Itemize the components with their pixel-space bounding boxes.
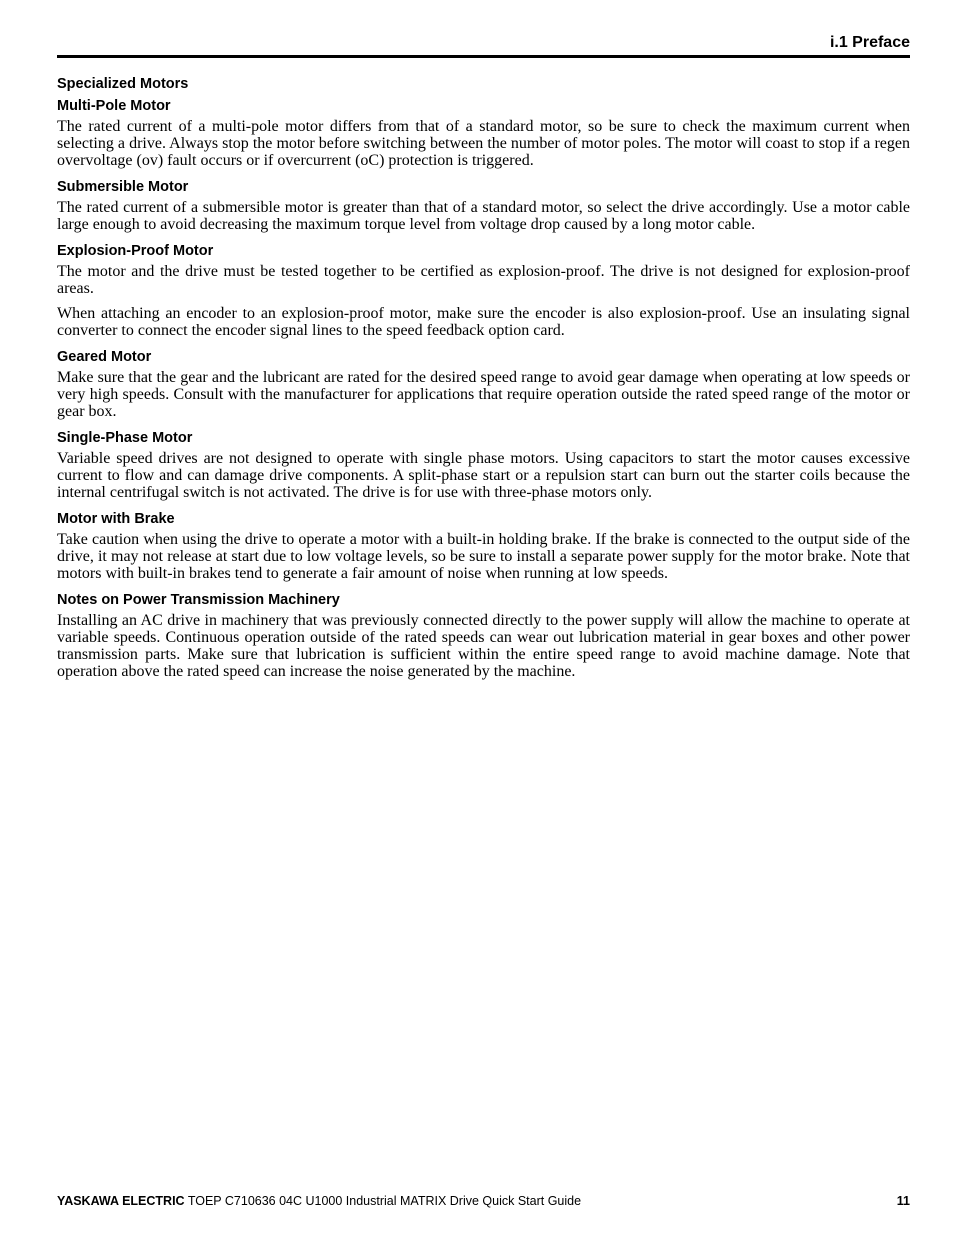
page-footer [57,1193,910,1211]
footer-document-info [57,1193,581,1209]
section-submersible-motor [57,179,910,233]
section-heading: Motor with Brake [57,511,175,527]
section-single-phase-motor [57,430,910,501]
page-content [57,76,910,690]
footer-document-title: TOEP C710636 04C U1000 Industrial MATRIX Drive Quick Start Guide [187,1194,582,1208]
section-multi-pole-motor [57,98,910,169]
section-heading: Submersible Motor [57,179,189,195]
section-heading: Notes on Power Transmission Machinery [57,592,340,608]
section-heading: Explosion-Proof Motor [57,243,214,259]
section-heading: Geared Motor [57,349,152,365]
section-paragraph: When attaching an encoder to an explosion-proof motor, make sure the encoder is also explosion-proof. Use an insulating signal converter to connect the encoder signal lines to the speed feedback option card. [57,305,910,339]
section-motor-with-brake [57,511,910,582]
section-geared-motor [57,349,910,420]
page-header [57,33,910,58]
section-paragraph: Variable speed drives are not designed to operate with single phase motors. Using capacitors to start the motor causes excessive current to flow and can damage drive components. A split-phase start or a repulsion start can burn out the starter coils because the internal centrifugal switch is not activated. The drive is for use with three-phase motors only. [57,450,910,501]
section-paragraph: Take caution when using the drive to operate a motor with a built-in holding brake. If the brake is connected to the output side of the drive, it may not release at start due to low voltage levels, so be sure to install a separate power supply for the motor brake. Note that motors with built-in brakes tend to generate a fair amount of noise when running at low speeds. [57,531,910,582]
section-heading: Multi-Pole Motor [57,98,171,114]
section-explosion-proof-motor [57,243,910,339]
footer-brand: YASKAWA ELECTRIC [57,1194,185,1208]
section-heading: Single-Phase Motor [57,430,193,446]
section-paragraph: The rated current of a multi-pole motor differs from that of a standard motor, so be sure to check the maximum current when selecting a drive. Always stop the motor before switching between the number of motor poles. The motor will coast to stop if a regen overvoltage (ov) fault occurs or if overcurrent (oC) protection is triggered. [57,118,910,169]
main-heading: Specialized Motors [57,76,189,92]
section-paragraph: The rated current of a submersible motor is greater than that of a standard motor, so select the drive accordingly. Use a motor cable large enough to avoid decreasing the maximum torque level from voltage drop caused by a long motor cable. [57,199,910,233]
section-title: i.1 Preface [829,34,910,51]
section-paragraph: Make sure that the gear and the lubricant are rated for the desired speed range to avoid gear damage when operating at low speeds or very high speeds. Consult with the manufacturer for applications that require operation outside the rated speed range of the motor or gear box. [57,369,910,420]
section-paragraph: The motor and the drive must be tested together to be certified as explosion-proof. The drive is not designed for explosion-proof areas. [57,263,910,297]
section-power-transmission-machinery [57,592,910,680]
page-number: 11 [896,1194,910,1208]
section-paragraph: Installing an AC drive in machinery that was previously connected directly to the power supply will allow the machine to operate at variable speeds. Continuous operation outside of the rated speeds can wear out lubrication material in gear boxes and other power transmission parts. Make sure that lubrication is sufficient within the entire speed range to avoid machine damage. Note that operation above the rated speed can increase the noise generated by the machine. [57,612,910,680]
